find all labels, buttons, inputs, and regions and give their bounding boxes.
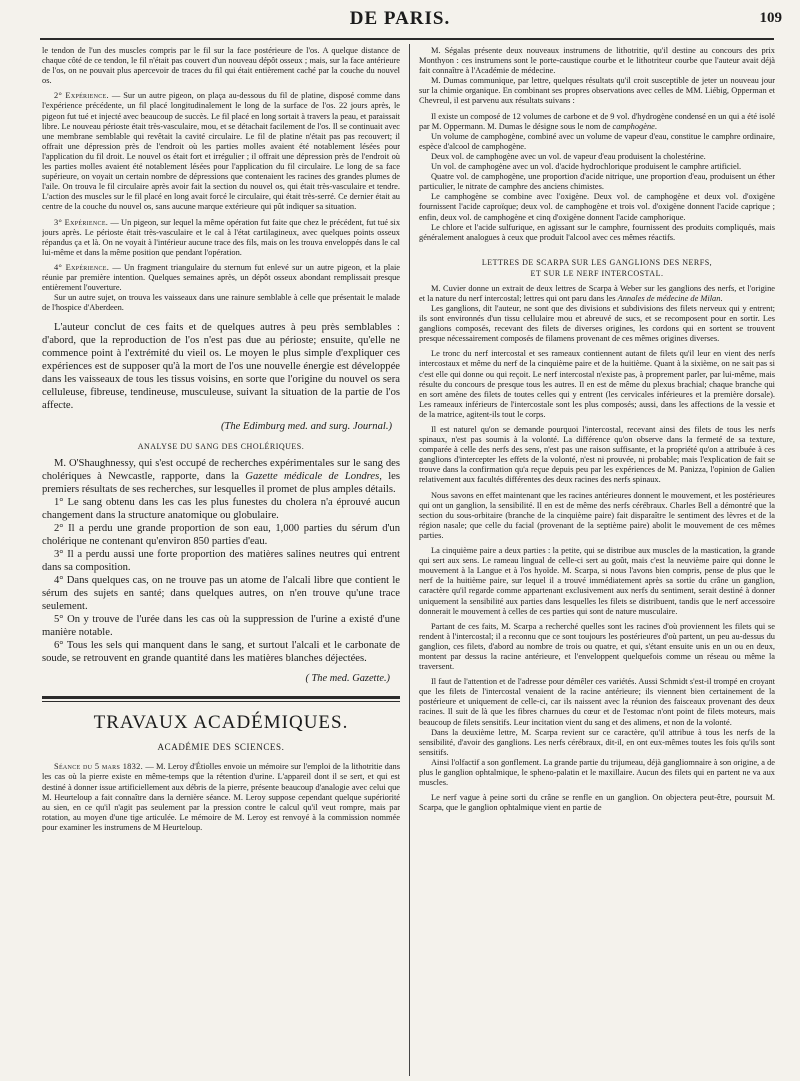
seance-block <box>42 762 400 833</box>
experiment-label: 3° Expérience. <box>54 217 109 227</box>
text-run: Il existe un composé de 12 volumes de carbone et de 9 vol. d'hydrogène condensé en un qui a été isolé par M. Oppermann. M. Dumas le désigne sous le nom de <box>419 111 775 131</box>
seance-text: — M. Leroy d'Étiolles envoie un mémoire sur l'emploi de la lithotritie dans les cas où la pierre existe en même-temps que la rétention d'urine. L'appareil dont il se sert, et qui est destiné à donner issue artificiellement aux débris de la pierre, présente beaucoup d'analogie avec celui que M. Heurteloup a fait connaître dans la dernière séance. M. Leroy suppose cependant quelque supériorité au sien, en ce qu'il n'agit pas seulement par la pression contre le calcul qu'il veut rompre, mais par rotation, au moyen d'une tige articulée. Le mémoire de M. Leroy est renvoyé à la commission nommée pour examiner les instrumens de M Heurteloup. <box>42 762 400 832</box>
conclusion-block <box>42 321 400 412</box>
article-heading: ANALYSE DU SANG DES CHOLÉRIQUES. <box>137 442 305 452</box>
journal-name: Annales de médecine de Milan <box>617 293 721 303</box>
finding-item: 6° Tous les sels qui manquent dans le sang, et surtout l'alcali et le carbonate de soude, se retrouvent en grande quantité dans les matières blanches déjectées. <box>42 640 400 665</box>
finding-item: 2° Il a perdu une grande proportion de son eau, 1,000 parties du sérum d'un cholérique ne contenant qu'environ 850 parties d'eau. <box>42 523 400 548</box>
article-paragraph: Les ganglions, dit l'auteur, ne sont que des divisions et subdivisions des filets nerveux qui y entrent; ils sont environnés d'un tissu cellulaire mou et abreuvé de sucs, et se recomposent pour en sortir. Les ganglions composés, recevant des filets de diverses origines, les cordons qui en sortent se trouvent presque nécessairement composés de filamens provenant de ces mêmes origines diverses. <box>419 303 775 344</box>
left-column <box>42 46 400 1076</box>
bone-article <box>42 46 400 313</box>
source-citation: (The Edimburg med. and surg. Journal.) <box>220 421 392 433</box>
article-heading: ET SUR LE NERF INTERCOSTAL. <box>530 268 664 278</box>
article-paragraph <box>419 112 775 132</box>
article-paragraph: La cinquième paire a deux parties : la petite, qui se distribue aux muscles de la mastication, la grande qui sert aux sens. Le rameau lingual de celle-ci sert au goût, mais c'est la neuvième paire qui donne le mouvement à la Langue et à l'os hyoïde. M. Scarpa, si nous l'avons bien compris, pense de plus que le nerf de la huitième paire, sur lequel il a trouvé immédiatement après sa sortie du crâne un ganglion, caractère qu'il regarde comme appartenant exclusivement aux nerfs du sentiment, serait destiné à donner uniquement la sensibilité aux parties dans lesquelles les filets se distribuent, tandis que le nerf accessoire donnerait le mouvement à celles de ces parties qui sont de nature musculaire. <box>419 546 775 616</box>
term: camphogène <box>612 121 655 131</box>
right-column <box>419 46 775 1076</box>
experiment-text: — Un fragment triangulaire du sternum fut enlevé sur un autre pigeon, et la plaie réunie par première intention. Quelques semaines après, un dépôt osseux abondant remplissait presque entièrement l'ouverture. <box>42 262 400 293</box>
section-rule <box>42 696 400 699</box>
camphogene-item: Un vol. de camphogène avec un vol. d'acide hydrochlorique produisent le camphre artificiel. <box>431 162 742 172</box>
article-paragraph <box>42 457 400 496</box>
section-rule-thin <box>42 701 400 702</box>
experiment-4 <box>42 263 400 293</box>
experiment-text: — Un pigeon, sur lequel la même opération fut faite que chez le précédent, fut tué six jours après. Le périoste était très-vasculaire et le cal à l'état cartilagineux, avec quelques points osseux répandus ça et là. On ne voyait à l'intérieur aucune trace des fils, mais on les trouva enveloppés dans le cal lui-même et dans la même position que pendant l'opération. <box>42 217 400 257</box>
header-rule <box>40 38 774 40</box>
text-run: . <box>720 293 723 303</box>
experiment-label: 4° Expérience. <box>54 262 110 272</box>
finding-item: 5° On y trouve de l'urée dans les cas où la suppression de l'urine a existé d'une manière notable. <box>42 614 400 639</box>
running-head: DE PARIS. <box>349 8 451 29</box>
experiment-label: 2° Expérience. <box>54 91 109 101</box>
article-paragraph: Il est naturel qu'on se demande pourquoi l'intercostal, recevant ainsi des filets de tous les nerfs spinaux, n'est pas soumis à la volonté. La différence qu'on observe dans la fermeté de sa texture, comparée à celle des nerfs des sens, n'est pas une raison suffisante, et la propriété qu'on a attribuée à ces ganglions d'intercepter les effets de la volonté, n'est ni prouvée, ni probable; mais l'explication de fait se trouve dans la confirmation qu'a reçue depuis peu par les expériences de M. Panizza, l'opinion de Galien relativement aux facultés différentes des deux racines des nerfs spinaux. <box>419 425 775 485</box>
experiment-3 <box>42 218 400 258</box>
seance-paragraph <box>42 762 400 833</box>
camphogene-item: Quatre vol. de camphogène, une proportion d'acide nitrique, une proportion d'eau, produisent un éther particulier, le nitrate de camphre des anciens chimistes. <box>419 172 775 192</box>
finding-item: 3° Il a perdu aussi une forte proportion des matières salines neutres qui entrent dans sa composition. <box>42 549 400 574</box>
text-run: . <box>654 121 657 131</box>
subsection-title: ACADÉMIE DES SCIENCES. <box>157 742 285 753</box>
camphogene-item: Deux vol. de camphogène avec un vol. de vapeur d'eau produisent la cholestérine. <box>431 151 706 161</box>
finding-item: 1° Le sang obtenu dans les cas les plus funestes du cholera n'a éprouvé aucun changement dans la structure anatomique ou globulaire. <box>42 497 400 522</box>
camphogene-item: Le chlore et l'acide sulfurique, en agissant sur le camphre, fournissent des produits compliqués, mais généralement analogues à ceux que produit l'alcool avec ces mêmes réactifs. <box>419 222 775 242</box>
article-paragraph: Sur un autre sujet, on trouva les vaisseaux dans une rainure semblable à celle que présentait le malade de l'hospice d'Aberdeen. <box>42 293 400 313</box>
article-paragraph: M. Ségalas présente deux nouveaux instrumens de lithotritie, qu'il destine au concours des prix Monthyon : ces instrumens sont le porte-caustique courbe et le lithotriteur courbe que l'auteur avait déjà fait connaître à l'Académie de médecine. <box>419 46 775 76</box>
finding-item: 4° Dans quelques cas, on ne trouve pas un atome de l'alcali libre que contient le sérum des sujets en santé; dans quelques autres, on n'en trouve qu'une trace seulement. <box>42 575 400 613</box>
camphogene-item: Un volume de camphogène, combiné avec un volume de vapeur d'eau, constitue le camphre ordinaire, espèce d'alcool de camphogène. <box>419 131 775 151</box>
article-paragraph: Le nerf vague à peine sorti du crâne se renfle en un ganglion. On objectera peut-être, poursuit M. Scarpa, que le ganglion ophtalmique vient en partie de <box>419 793 775 813</box>
article-heading: LETTRES DE SCARPA SUR LES GANGLIONS DES NERFS, <box>481 257 713 267</box>
article-paragraph: Dans la deuxième lettre, M. Scarpa revient sur ce caractère, qu'il attribue à tous les nerfs de la sensibilité, d'avoir des ganglions. Les nerfs cérébraux, dit-il, en ont eux-mêmes toutes les fois qu'ils sont sensitifs. <box>419 727 775 757</box>
experiment-2 <box>42 91 400 212</box>
conclusion-paragraph: L'auteur conclut de ces faits et de quelques autres à peu près semblables : d'abord, que la reproduction de l'os n'est pas due au périoste; ensuite, qu'elle ne commence point à l'extrémité du vieil os. Le moyen le plus simple d'expliquer ces expériences est de supposer qu'à la mort de l'os une nouvelle énergie est développée dans les vaisseaux de tous les tissus voisins, en sorte que l'origine du nouvel os sera celluleuse, fibreuse, tendineuse, musculeuse, suivant la situation de la partie de l'os affecte. <box>42 322 400 412</box>
article-paragraph: Il faut de l'attention et de l'adresse pour démêler ces variétés. Aussi Schmidt s'est-il trompé en croyant que les filets de l'intercostal venaient de la racine antérieure; ils viennent bien certainement de la postérieure et uniquement de celle-ci, car ils naissent avec la réunion des faisceaux provenant des deux racines. Il suit de là que les fibres charnues du cœur et de l'estomac n'ont point de filets moteurs, mais beaucoup de filets sensitifs. Leur incitation vient du sang et des alimens, et non de la volonté. <box>419 677 775 727</box>
article-paragraph: Ainsi l'olfactif a son gonflement. La grande partie du trijumeau, déjà gangliomnaire à son origine, a de plus le ganglion ophtalmique, le spheno-palatin et le maxillaire. Aucun des filets qui en partent ne va aux muscles. <box>419 757 775 788</box>
seance-label: Séance du 5 mars 1832. <box>54 762 144 772</box>
text-run: M. Cuvier donne un extrait de deux lettres de Scarpa à Weber sur les ganglions des nerfs, et l'origine et la nature du nerf intercostal; lettres qui ont paru dans les <box>419 283 775 303</box>
article-paragraph: Le tronc du nerf intercostal et ses rameaux contiennent autant de filets qu'il leur en vient des nerfs intercostaux et même du nerf de la cinquième paire et de la huitième. Quant à la sixième, on ne sait pas si c'est elle qui donne ou qui reçoit. Le nerf intercostal n'existe pas, à proprement parler, par lui-même, mais résulte du concours de presque tous les autres. Il en est de même du plexus brachial; chaque branche qui en sort amène des filets de toutes celles qui y entrent (les cervicales inférieures et la première dorsale). Les rameaux inférieurs de l'intercostale sont les plus composés; aussi, dans les affections de la vessie et de la matrice, agitent-ils tout le corps. <box>419 349 775 419</box>
article-paragraph <box>419 284 775 304</box>
text-run: M. O'Shaughnessy, qui s'est occupé de recherches expérimentales sur le sang des cholériques à Newcastle, rapporte, dans la <box>42 458 400 483</box>
camphogene-item: Le camphogène se combine avec l'oxigène. Deux vol. de camphogène et deux vol. d'oxigène fournissent l'acide caproïque; deux vol. de camphogène et trois vol. d'oxigène donnent l'acide caprique ; enfin, deux vol. de camphogène et cinq d'oxigène donnent l'acide camphorique. <box>419 192 775 222</box>
article-paragraph: Partant de ces faits, M. Scarpa a recherché quelles sont les racines d'où proviennent les filets qui se rendent à l'intercostal; il a reconnu que ce sont toujours les postérieures d'où partent, un peu au-dessus du ganglion, ces filets, d'abord au nombre de trois ou quatre, et qui, s'étant ensuite unis en un ou en deux, montent par dessus la racine antérieure, et l'enveloppent quelquefois comme un réseau ou même la traversent. <box>419 621 775 672</box>
text-run: , les premiers résultats de ses recherches, sur lesquelles il promet de plus amples détails. <box>42 471 400 496</box>
page-number: 109 <box>759 10 782 26</box>
article-paragraph: Nous savons en effet maintenant que les racines antérieures donnent le mouvement, et les postérieures qui ont un ganglion, la sensibilité. Il en est de même des nerfs cérébraux. Charles Bell a démontré que la section du sous-orbitaire (branche de la cinquième paire) fait disparaître le sentiment des lèvres et de la région nasale; que celle du facial (provenant de la septième paire) abolit le mouvement de ces mêmes parties. <box>419 490 775 540</box>
source-citation: ( The med. Gazette.) <box>305 673 390 685</box>
experiment-text: — Sur un autre pigeon, on plaça au-dessous du fil de platine, disposé comme dans l'expérience précédente, un fil placé longitudinalement le long de la surface de l'os. 22 jours après, le pigeon fut tué et injecté avec beaucoup de succès. Le fil placé en long sortait à travers la peau, et paraissait libre. Le nouveau périoste était très-vasculaire, mou, et se détachait facilement de l'os. Il se continuait avec une membrane semblable qui revêtait la cavité circulaire. Le fil de platine n'était pas pas recouvert; il offrait une dépression près de l'endroit où les parties molles avaient été notablement lésées pour l'application du fil droit. Le nouvel os était fort et irrégulier ; il offrait une dépression près de l'endroit où les parties molles avaient été notablement lésées pour l'application du fil circulaire. Le long de sa face supérieure, on voyait un certain nombre de dépressions que contenaient les racines des grandes plumes de l'aile. On trouva le fil circulaire après avoir fait la section du nouvel os, qui était très-vasculaire et tendre. L'action des muscles sur le fil placé en long avait forcé le circulaire, qui était très-serré. Ce dernier était au centre de la couche du nouvel os, sans aucune marque extérieure qui pût indiquer sa situation. <box>42 91 400 212</box>
article-paragraph: M. Dumas communique, par lettre, quelques résultats qu'il croit susceptible de jeter un nouveau jour sur la chimie organique. En combinant ses propres observations avec celles de MM. Liébig, Opperman et Chevreul, il est parvenu aux résultats suivans : <box>419 76 775 106</box>
journal-name: Gazette médicale de Londres <box>245 471 380 483</box>
column-divider <box>409 44 410 1076</box>
section-title: TRAVAUX ACADÉMIQUES. <box>93 712 349 734</box>
academy-notes <box>419 46 775 813</box>
blood-analysis-article <box>42 457 400 665</box>
article-paragraph: le tendon de l'un des muscles compris par le fil sur la face postérieure de l'os. A quelque distance de chaque côté de ce tendon, le fil n'était pas couvert d'un nouveau dépôt osseux ; mais, sur la face antérieure de l'os, on ne pouvait plus apercevoir de traces du fil qui était entièrement caché par la couche du nouvel os. <box>42 46 400 86</box>
